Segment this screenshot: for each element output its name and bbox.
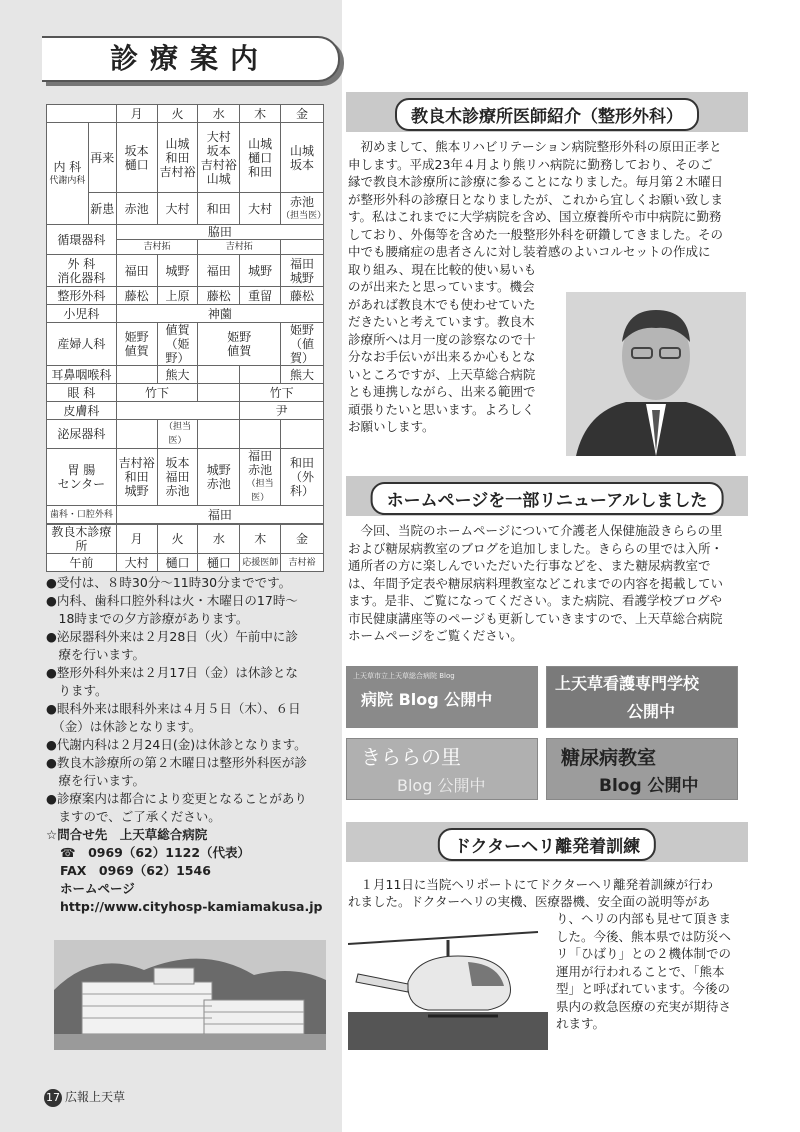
schedule-cell: 吉村裕 xyxy=(281,554,324,572)
page-title-tab xyxy=(42,36,340,82)
schedule-cell: 城野 赤池 xyxy=(198,449,240,506)
day-header: 木 xyxy=(240,105,281,123)
schedule-cell xyxy=(198,420,240,449)
note-line: ります。 xyxy=(46,683,108,698)
schedule-cell: 赤池 xyxy=(116,193,157,225)
section-title: ホームページを一部リニューアルしました xyxy=(371,482,724,515)
schedule-cell: 山城 樋口 和田 xyxy=(240,123,281,193)
schedule-cell: 樋口 xyxy=(157,554,198,572)
corner-cell xyxy=(47,105,117,123)
day-header: 金 xyxy=(281,105,324,123)
schedule-cell xyxy=(198,366,240,384)
dept-shouni: 小児科 xyxy=(47,305,117,323)
schedule-cell: 坂本 福田 赤池 xyxy=(157,449,198,506)
schedule-cell: 値賀 （姫野） xyxy=(157,323,198,366)
schedule-table xyxy=(46,104,327,524)
schedule-cell: 城野 xyxy=(240,255,281,287)
dept-hifu: 皮膚科 xyxy=(47,402,117,420)
day-header: 火 xyxy=(157,525,198,554)
note-line: ●受付は、８時30分～11時30分までです。 xyxy=(46,575,292,590)
day-header: 金 xyxy=(281,525,324,554)
dept-sanfujin: 産婦人科 xyxy=(47,323,117,366)
schedule-cell xyxy=(240,420,281,449)
schedule-cell: 熊大 xyxy=(157,366,198,384)
day-header: 木 xyxy=(240,525,281,554)
page-number: 17 xyxy=(44,1089,62,1107)
schedule-cell: 大村 xyxy=(240,193,281,225)
schedule-cell: 竹下 xyxy=(116,384,198,402)
note-line: ●教良木診療所の第２木曜日は整形外科医が診 xyxy=(46,755,307,770)
kyouragi-table xyxy=(46,524,324,572)
schedule-cell: 藤松 xyxy=(198,287,240,305)
helicopter-text-2: れました。ドクターヘリの実機、医療器機、安全面の説明等があ xyxy=(348,894,711,909)
hospital-building-photo xyxy=(54,940,326,1050)
schedule-cell: 山城 坂本 xyxy=(281,123,324,193)
notes-list xyxy=(46,574,336,916)
schedule-cell: 福田 xyxy=(198,255,240,287)
page-title: 診療案内 xyxy=(109,42,270,75)
schedule-cell: 福田 xyxy=(116,506,323,524)
schedule-cell xyxy=(281,240,324,255)
contact-heading: ☆問合せ先 上天草総合病院 xyxy=(46,827,208,842)
schedule-cell: 藤松 xyxy=(281,287,324,305)
note-line: （金）は休診となります。 xyxy=(46,719,202,734)
dept-hinyou: 泌尿器科 xyxy=(47,420,117,449)
dept-shika: 歯科・口腔外科 xyxy=(47,506,117,524)
schedule-cell: 福田 赤池 （担当医） xyxy=(240,449,281,506)
helicopter-text: １月11日に当院ヘリポートにてドクターヘリ離発着訓練が行わ xyxy=(348,877,714,892)
schedule-cell: 坂本 樋口 xyxy=(116,123,157,193)
schedule-cell xyxy=(198,384,240,402)
dept-seikei: 整形外科 xyxy=(47,287,117,305)
note-line: ●診療案内は都合により変更となることがあり xyxy=(46,791,307,806)
day-header: 月 xyxy=(116,105,157,123)
schedule-cell xyxy=(116,420,157,449)
schedule-cell: 大村 xyxy=(157,193,198,225)
schedule-cell: 和田 （外科） xyxy=(281,449,324,506)
note-line: 療を行います。 xyxy=(46,647,146,662)
schedule-cell: 神薗 xyxy=(116,305,323,323)
contact-url[interactable]: http://www.cityhosp-kamiamakusa.jp xyxy=(60,899,323,914)
note-line: ●整形外科外来は２月17日（金）は休診とな xyxy=(46,665,298,680)
contact-fax: FAX 0969（62）1546 xyxy=(60,863,211,878)
schedule-cell: 姫野 （値賀） xyxy=(281,323,324,366)
helicopter-text-3: り、ヘリの内部も見せて頂きま した。今後、熊本県では防災ヘ リ「ひばり」との２機体制での 運用が行われることで、「熊本 型」と呼ばれています。今後の 県内の救急医療の充実が期待さ れます。 xyxy=(556,911,732,1031)
contact-hp-label: ホームページ xyxy=(60,881,135,896)
helicopter-photo xyxy=(348,912,548,1050)
homepage-text: 今回、当院のホームページについて介護老人保健施設きららの里 および糖尿病教室のブログを追加しました。きららの里では入所・ 通所者の方に楽しんでいただいた行事などを、また糖尿病教室で は、年間予定表や糖尿病料理教室などこれまでの内容を掲載してい ます。是非、ご覧になってください。また病院、看護学校ブログや 市民健康講座等のページも更新していきますので、上天草総合病院 ホームページをご覧ください。 xyxy=(348,523,724,643)
schedule-cell: 上原 xyxy=(157,287,198,305)
schedule-cell: 和田 xyxy=(198,193,240,225)
contact-tel: ☎ 0969（62）1122（代表） xyxy=(60,845,251,860)
schedule-cell: 熊大 xyxy=(281,366,324,384)
section-header-helicopter xyxy=(346,822,748,862)
row-label-saishin: 再来 xyxy=(88,123,116,193)
section-header-doctor-intro xyxy=(346,92,748,132)
schedule-cell: 城野 xyxy=(157,255,198,287)
footer-label: 広報上天草 xyxy=(65,1090,126,1104)
schedule-cell: （担当医） xyxy=(157,420,198,449)
note-line: 18時までの夕方診療があります。 xyxy=(46,611,249,626)
dept-ganka: 眼 科 xyxy=(47,384,117,402)
dept-jibi: 耳鼻咽喉科 xyxy=(47,366,117,384)
schedule-cell: 吉村裕 和田 城野 xyxy=(116,449,157,506)
section-header-homepage xyxy=(346,476,748,516)
schedule-cell: 赤池 （担当医） xyxy=(281,193,324,225)
day-header: 水 xyxy=(198,525,240,554)
schedule-cell: 応援医師 xyxy=(240,554,281,572)
kirara-blog-banner[interactable]: きららの里 Blog 公開中 xyxy=(346,738,538,800)
schedule-cell: 脇田 xyxy=(116,225,323,240)
schedule-cell: 竹下 xyxy=(240,384,324,402)
doctor-portrait-photo xyxy=(566,292,746,456)
dept-junkanki: 循環器科 xyxy=(47,225,117,255)
schedule-cell: 吉村拓 xyxy=(116,240,198,255)
day-header: 水 xyxy=(198,105,240,123)
hospital-blog-banner[interactable]: 上天草市立上天草総合病院 Blog 病院 Blog 公開中 xyxy=(346,666,538,728)
note-line: ●代謝内科は２月24日(金)は休診となります。 xyxy=(46,737,307,752)
schedule-cell: 藤松 xyxy=(116,287,157,305)
row-label-shinkan: 新患 xyxy=(88,193,116,225)
dept-naika: 内 科 代謝内科 xyxy=(47,123,89,225)
schedule-cell: 吉村拓 xyxy=(198,240,281,255)
diabetes-class-blog-banner[interactable]: 糖尿病教室 Blog 公開中 xyxy=(546,738,738,800)
kyouragi-label: 教良木診療所 xyxy=(47,525,117,554)
schedule-cell xyxy=(116,402,240,420)
dept-geka: 外 科 消化器科 xyxy=(47,255,117,287)
page-footer xyxy=(44,1088,125,1107)
schedule-cell: 姫野 値賀 xyxy=(198,323,281,366)
note-line: ●眼科外来は眼科外来は４月５日（木）、６日 xyxy=(46,701,301,716)
section-title: 教良木診療所医師紹介（整形外科） xyxy=(395,98,699,131)
schedule-cell xyxy=(240,366,281,384)
nursing-school-blog-banner[interactable]: 上天草看護専門学校 公開中 xyxy=(546,666,738,728)
schedule-cell: 福田 xyxy=(116,255,157,287)
note-line: ●泌尿器科外来は２月28日（火）午前中に診 xyxy=(46,629,298,644)
schedule-cell: 樋口 xyxy=(198,554,240,572)
doctor-intro-text: 初めまして、熊本リハビリテーション病院整形外科の原田正孝と 申します。平成23年４月より熊リハ病院に勤務しており、そのご 縁で教良木診療所に診療に参ることになりました。毎月第２木曜日 が整形外科の診療日となりましたが、これから宜しくお願い致しま す。私はこれまでに大学病院を含め、国立療養所や市中病院に勤務 しており、外傷等を含めた一般整形外科を研鑽してきました。その 中でも腰痛症の患者さんに対し装着感のよいコルセットの作成に 取り組み、現在比較的使い易いも のが出来たと思っています。機会 があれば教良木でも使わせていた だきたいと考えています。教良木 診療所へは月一度の診察なので十 分なお手伝いが出来るか心もとな いところですが、上天草総合病院 とも連携しながら、出来る範囲で 頑張りたいと思います。よろしく お願いします。 xyxy=(348,139,724,434)
schedule-cell xyxy=(116,366,157,384)
note-line: 療を行います。 xyxy=(46,773,146,788)
day-header: 火 xyxy=(157,105,198,123)
day-header: 月 xyxy=(116,525,157,554)
note-line: ますので、ご了承ください。 xyxy=(46,809,221,824)
schedule-cell: 大村 坂本 吉村裕 山城 xyxy=(198,123,240,193)
dept-ichou: 胃 腸 センター xyxy=(47,449,117,506)
schedule-cell: 尹 xyxy=(240,402,324,420)
row-label-gozen: 午前 xyxy=(47,554,117,572)
schedule-cell: 福田 城野 xyxy=(281,255,324,287)
schedule-cell xyxy=(281,420,324,449)
schedule-cell: 大村 xyxy=(116,554,157,572)
schedule-cell: 重留 xyxy=(240,287,281,305)
section-title: ドクターヘリ離発着訓練 xyxy=(438,828,656,861)
schedule-cell: 山城 和田 吉村裕 xyxy=(157,123,198,193)
schedule-cell: 姫野 値賀 xyxy=(116,323,157,366)
note-line: ●内科、歯科口腔外科は火・木曜日の17時～ xyxy=(46,593,298,608)
